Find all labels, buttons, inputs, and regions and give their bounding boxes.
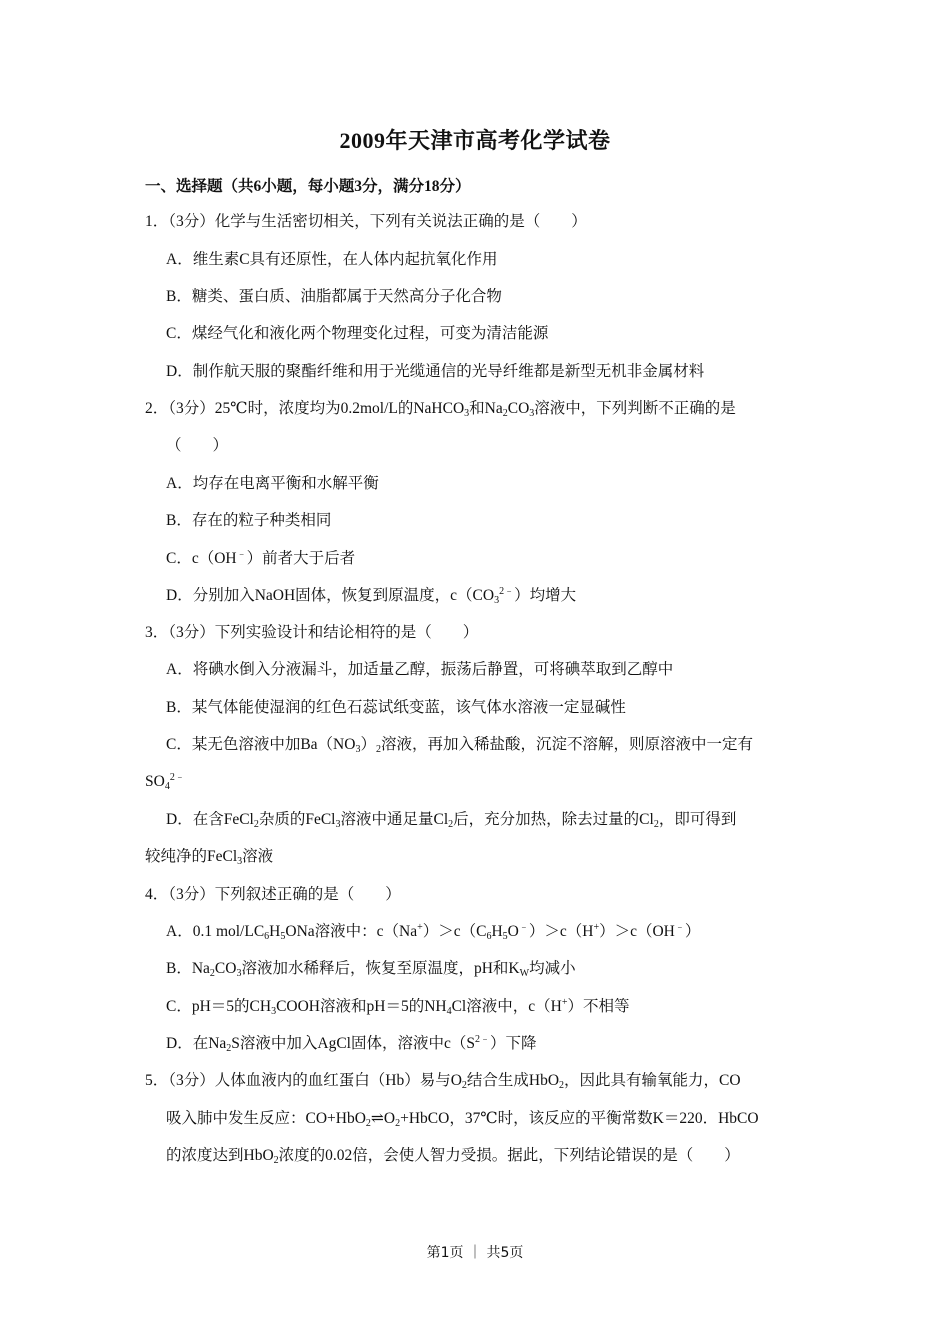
question-5-stem-line1: 5．（3分）人体血液内的血红蛋白（Hb）易与$O_2$结合生成HbO$_2$，因此具有输氧能力，CO bbox=[145, 1072, 741, 1091]
question-4-option-b: B．$Na_2CO_3$溶液加水稀释后，恢复至原温度，pH和$K_W$均减小 bbox=[166, 960, 576, 979]
question-4-option-d: D．在$Na_2S$溶液中加入AgCl固体，溶液中$c(S^{2﹣})$下降 bbox=[166, 1034, 537, 1054]
question-1-stem: 1．（3分）化学与生活密切相关，下列有关说法正确的是（ ） bbox=[145, 213, 587, 230]
question-3-stem: 3．（3分）下列实验设计和结论相符的是（ ） bbox=[145, 624, 479, 641]
question-3-option-c-line2: $SO_4^{2﹣}$ bbox=[145, 772, 185, 792]
question-1-option-d: D．制作航天服的聚酯纤维和用于光缆通信的光导纤维都是新型无机非金属材料 bbox=[166, 363, 705, 380]
question-2-option-d: D．分别加入NaOH固体，恢复到原温度，$c(CO_3^{2﹣})$均增大 bbox=[166, 586, 577, 606]
question-3-option-a: A．将碘水倒入分液漏斗，加适量乙醇，振荡后静置，可将碘萃取到乙醇中 bbox=[166, 661, 674, 678]
section-heading: 一、选择题（共6小题，每小题3分，满分18分） bbox=[145, 178, 471, 195]
question-5-stem-line2: 吸入肺中发生反应：$CO+HbO_2\rightleftharpoons O_2+HbCO$，37℃时，该反应的平衡常数K＝220．HbCO bbox=[166, 1110, 759, 1129]
question-4-option-c: C．pH＝5的$CH_3COOH$溶液和pH＝5的$NH_4Cl$溶液中，c（H+）不相等 bbox=[166, 997, 630, 1017]
question-3-option-c: C．某无色溶液中加$Ba(NO_3)_2$溶液，再加入稀盐酸，沉淀不溶解，则原溶液中一定有 bbox=[166, 736, 753, 755]
question-3-option-d-line2: 较纯净的FeCl$_3$溶液 bbox=[145, 848, 274, 867]
question-2-option-b: B．存在的粒子种类相同 bbox=[166, 512, 332, 529]
question-1-option-a: A．维生素C具有还原性，在人体内起抗氧化作用 bbox=[166, 251, 498, 268]
question-3-option-d: D．在含FeCl$_2$杂质的FeCl$_3$溶液中通足量$Cl_2$后，充分加热，除去过量的$Cl_2$，即可得到 bbox=[166, 811, 737, 830]
question-2-stem: 2．（3分）25℃时，浓度均为0.2mol/L的NaHCO$_3$和$Na_2CO_3$溶液中，下列判断不正确的是 bbox=[145, 400, 736, 419]
question-2-option-c: C．c（OH﹣）前者大于后者 bbox=[166, 549, 356, 567]
question-5-stem-line3: 的浓度达到HbO$_2$浓度的0.02倍，会使人智力受损。据此，下列结论错误的是（ ） bbox=[166, 1147, 740, 1166]
question-2-option-a: A．均存在电离平衡和水解平衡 bbox=[166, 475, 379, 492]
question-1-option-c: C．煤经气化和液化两个物理变化过程，可变为清洁能源 bbox=[166, 325, 549, 342]
question-3-option-b: B．某气体能使湿润的红色石蕊试纸变蓝，该气体水溶液一定显碱性 bbox=[166, 699, 626, 716]
page-footer: 第1页 ｜ 共5页 bbox=[426, 1245, 524, 1261]
exam-title: 2009年天津市高考化学试卷 bbox=[339, 128, 611, 153]
question-1-option-b: B．糖类、蛋白质、油脂都属于天然高分子化合物 bbox=[166, 288, 502, 305]
question-4-option-a: A．0.1 mol/$LC_6H_5ONa$溶液中：$c(Na^+)>c(C_6H_5O^﹣)>c(H^+)>c(OH^﹣)$ bbox=[166, 922, 701, 942]
question-2-stem-line2: （ ） bbox=[166, 437, 229, 454]
question-4-stem: 4．（3分）下列叙述正确的是（ ） bbox=[145, 886, 401, 903]
